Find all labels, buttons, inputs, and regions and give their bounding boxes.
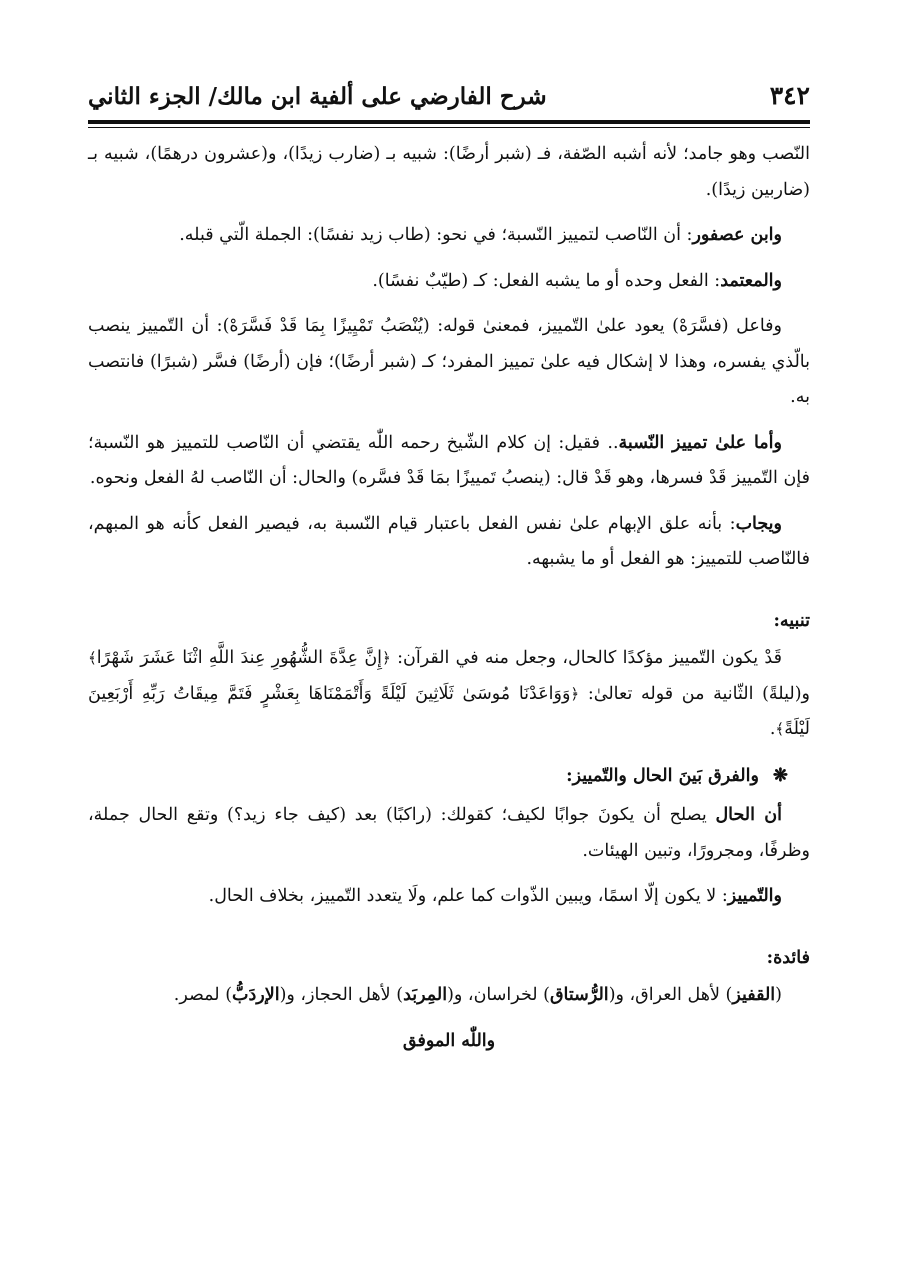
page-body xyxy=(88,137,810,1059)
paragraph-text: : بأنه علق الإبهام علىٰ نفس الفعل باعتبار قيام النّسبة به، فيصير الفعل كأنه هو المبهم، فالنّاصب للتمييز: هو الفعل أو ما يشبهه. xyxy=(88,513,810,569)
paragraph-text: : الفعل وحده أو ما يشبه الفعل: كـ (طيّبٌ نفسًا). xyxy=(372,270,721,291)
measure-term: القفيز xyxy=(732,985,776,1005)
text: ) لخراسان، و( xyxy=(447,985,550,1005)
section-heading-tanbih: تنبيه: xyxy=(773,610,810,631)
quran-bracket-close: ﴾ xyxy=(775,720,785,738)
quran-bracket-open: ﴿ xyxy=(570,684,580,703)
paragraph-lead: وأما علىٰ تمييز النّسبة xyxy=(618,432,782,453)
paragraph-text: قَدْ يكون التّمييز مؤكدًا كالحال، وجعل منه في القرآن: xyxy=(390,648,782,668)
paragraph: النّصب وهو جامد؛ لأنه أشبه الصّفة، فـ (شبر أرضًا): شبيه بـ (ضارب زيدًا)، و(عشرون درهمًا)، شبيه بـ (ضاربين زيدًا). xyxy=(88,144,810,200)
subheading-difference xyxy=(88,758,810,795)
paragraph-quran xyxy=(88,641,810,748)
paragraph-text: يصلح أن يكونَ جوابًا لكيف؛ كقولك: (راكبًا) بعد (كيف جاء زيد؟) وتقع الحال جملة، وظرفًا، ومجرورًا، وتبين الهيئات. xyxy=(88,805,810,861)
paragraph-hal xyxy=(88,798,810,869)
page-number: ٣٤٢ xyxy=(769,81,810,110)
measure-term: المِربَد xyxy=(403,985,448,1005)
page-header xyxy=(88,68,810,118)
closing-line: واللّٰه الموفق xyxy=(402,1030,496,1051)
paragraph: وفاعل (فسَّرَهْ) يعود علىٰ التّمييز، فمعنىٰ قوله: (يُنْصَبُ تَمْيِيزًا بِمَا قَدْ فَسَّرَهْ): أن التّمييز ينصب بالّذي يفسره، وهذا لا إشكال فيه علىٰ تمييز المفرد؛ كـ (شبر أرضًا)؛ فإن (أرضًا) فسَّر (شبرًا) فانتصب به. xyxy=(88,316,810,407)
paragraph-yujab xyxy=(88,507,810,578)
text: ) لمصر. xyxy=(173,985,233,1005)
measure-term: الرُّستاق xyxy=(549,985,609,1005)
measure-term: الإردَبُّ xyxy=(232,985,280,1005)
section-heading-faida: فائدة: xyxy=(766,947,810,968)
paragraph-text: .. فقيل: إن كلام الشّيخ رحمه اللّٰه يقتضي أن النّاصب للتمييز هو النّسبة؛ فإن التّمييز قَدْ فسرها، وهو قَدْ قال: (ينصبُ تَمييزًا بمَا قَدْ فسَّره) والحال: أن النّاصب لهُ الفعل ونحوه. xyxy=(88,432,810,488)
header-rule-thick xyxy=(88,120,810,124)
paragraph-lead: أن الحال xyxy=(715,805,782,825)
star-ornament-icon: ❋ xyxy=(772,764,788,786)
text: ) لأهل الحجاز، و( xyxy=(279,985,404,1005)
header-rule-thin xyxy=(88,127,810,128)
running-title: شرح الفارضي على ألفية ابن مالك/ الجزء الثاني xyxy=(88,83,547,110)
quran-verse: إِنَّ عِدَّةَ الشُّهُورِ عِندَ اللَّهِ اثْنَا عَشَرَ شَهْرًا xyxy=(96,648,383,668)
paragraph-lead: والتّمييز xyxy=(727,886,782,906)
text: ( xyxy=(775,985,782,1005)
quran-bracket-close: ﴾ xyxy=(88,649,97,667)
paragraph-text: : أن النّاصب لتمييز النّسبة؛ في نحو: (طاب زيد نفسًا): الجملة الّتي قبله. xyxy=(179,225,693,245)
text: ) لأهل العراق، و( xyxy=(608,985,733,1005)
book-page xyxy=(88,0,810,1271)
paragraph-end: . xyxy=(769,719,776,739)
paragraph-measures xyxy=(88,978,810,1014)
paragraph-ibn-usfur xyxy=(88,218,810,254)
quran-bracket-open: ﴿ xyxy=(382,649,391,667)
paragraph-mutamad xyxy=(88,264,810,300)
paragraph-nisba xyxy=(88,426,810,497)
paragraph-lead: ويجاب xyxy=(735,513,782,534)
paragraph-tamyiz xyxy=(88,879,810,915)
paragraph-lead: والمعتمد xyxy=(720,270,782,291)
quran-verse: وَوَاعَدْنَا مُوسَىٰ ثَلَاثِينَ لَيْلَةً وَأَتْمَمْنَاهَا بِعَشْرٍ فَتَمَّ مِيقَاتُ رَبِّهِ أَرْبَعِينَ لَيْلَةً xyxy=(88,683,810,739)
subheading-text: والفرق بَينَ الحال والتّمييز: xyxy=(566,765,759,786)
paragraph-lead: وابن عصفور xyxy=(692,225,782,245)
paragraph-text: : لا يكون إلّا اسمًا، ويبين الذّوات كما علم، ولَا يتعدد التّمييز، بخلاف الحال. xyxy=(208,886,728,906)
paragraph-text: و(ليلةً) الثّانية من قوله تعالىٰ: xyxy=(579,683,810,704)
